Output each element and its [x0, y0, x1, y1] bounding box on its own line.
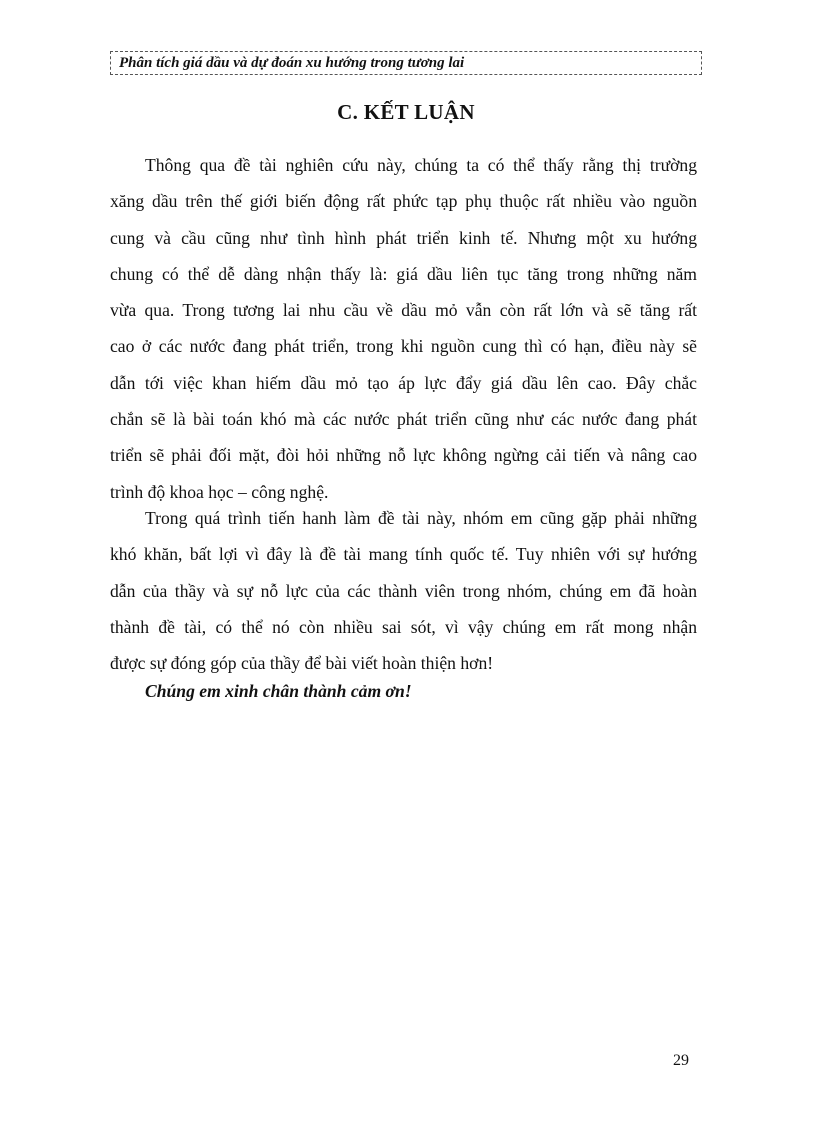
paragraph-1-line: cao ở các nước đang phát triển, trong khi nguồn cung thì có hạn, điều này sẽ: [110, 336, 697, 357]
paragraph-1-line: Thông qua đề tài nghiên cứu này, chúng ta có thể thấy rằng thị trường: [145, 155, 697, 175]
paragraph-2-line: khó khăn, bất lợi vì đây là đề tài mang tính quốc tế. Tuy nhiên với sự hướng: [110, 544, 697, 565]
paragraph-1-line: cung và cầu cũng như tình hình phát triển kinh tế. Nhưng một xu hướng: [110, 227, 697, 248]
paragraph-2-line: thành đề tài, có thể nó còn nhiều sai sót, vì vậy chúng em rất mong nhận: [110, 616, 697, 637]
paragraph-1-line: dẫn tới việc khan hiếm dầu mỏ tạo áp lực đẩy giá dầu lên cao. Đây chắc: [110, 372, 697, 393]
paragraph-2-line: được sự đóng góp của thầy để bài viết hoàn thiện hơn!: [110, 653, 494, 674]
running-header: [110, 51, 702, 75]
paragraph-2: [110, 500, 697, 681]
paragraph-2-line: dẫn của thầy và sự nỗ lực của các thành viên trong nhóm, chúng em đã hoàn: [110, 580, 697, 601]
closing-thanks: Chúng em xinh chân thành cảm ơn!: [145, 681, 412, 701]
paragraph-1-line: vừa qua. Trong tương lai nhu cầu về dầu mỏ vẫn còn rất lớn và sẽ tăng rất: [110, 300, 697, 321]
paragraph-1-line: chung có thể dễ dàng nhận thấy là: giá dầu liên tục tăng trong những năm: [110, 263, 697, 284]
paragraph-1-line: trình độ khoa học – công nghệ.: [110, 481, 329, 502]
paragraph-1: [110, 147, 697, 510]
page-number: 29: [673, 1052, 689, 1069]
paragraph-2-line: Trong quá trình tiến hanh làm đề tài này, nhóm em cũng gặp phải những: [145, 508, 697, 528]
paragraph-1-line: triển sẽ phải đối mặt, đòi hỏi những nỗ lực không ngừng cải tiến và nâng cao: [110, 445, 697, 466]
paragraph-1-line: xăng dầu trên thế giới biến động rất phức tạp phụ thuộc rất nhiều vào nguồn: [110, 191, 697, 212]
running-header-title: Phân tích giá dầu và dự đoán xu hướng trong tương lai: [119, 55, 465, 71]
section-title: C. KẾT LUẬN: [337, 100, 475, 124]
paragraph-1-line: chắn sẽ là bài toán khó mà các nước phát triển cũng như các nước đang phát: [110, 409, 697, 430]
